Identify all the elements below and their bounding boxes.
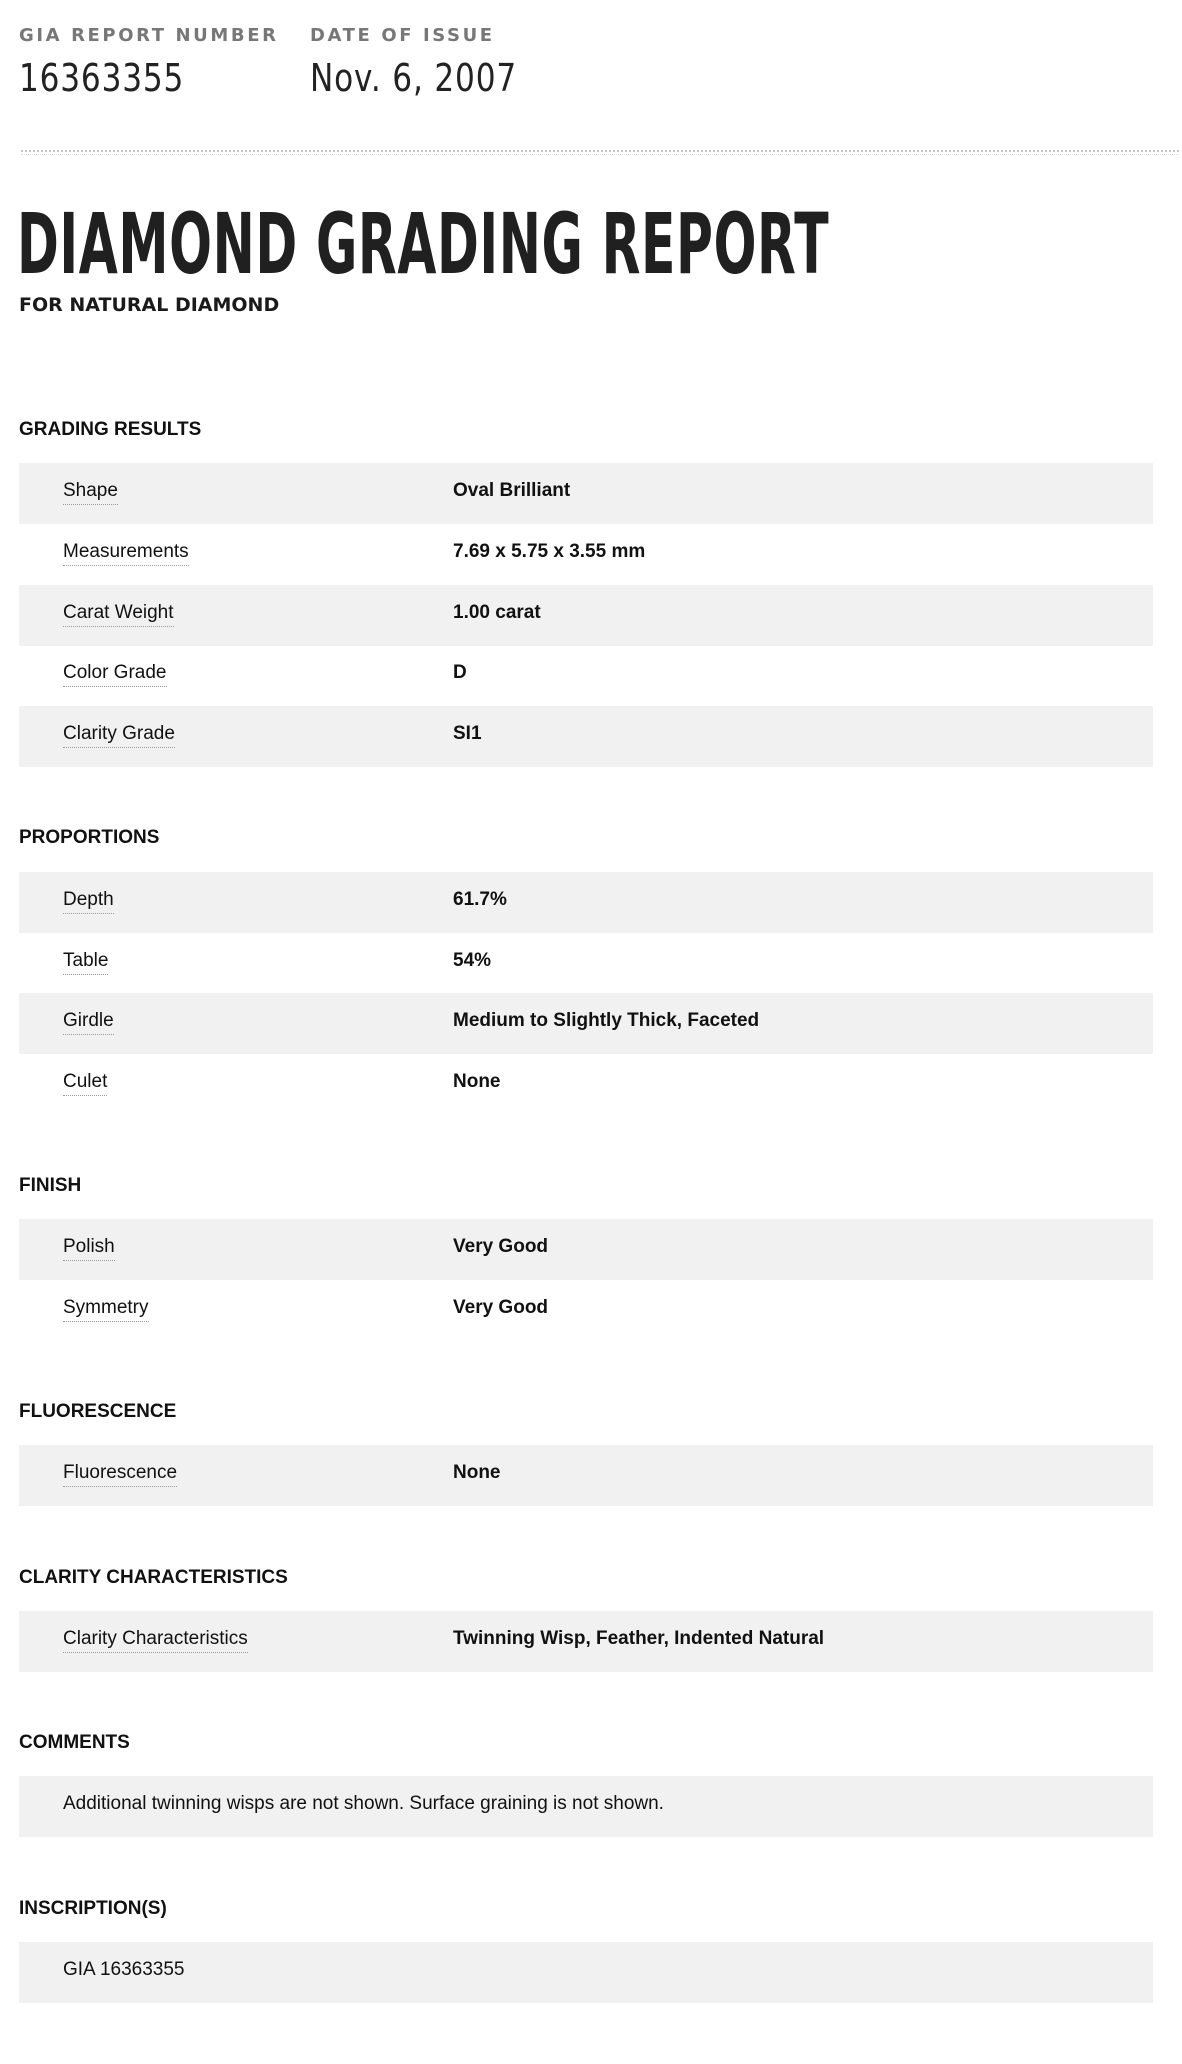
row-label[interactable]: Clarity Grade <box>63 722 175 748</box>
section-title-comments: COMMENTS <box>19 1732 130 1753</box>
table-row <box>19 524 1153 585</box>
date-of-issue-label: DATE OF ISSUE <box>310 25 495 46</box>
report-number-block <box>19 24 310 102</box>
inscription-text: GIA 16363355 <box>63 1959 185 1980</box>
row-value: SI1 <box>453 723 482 744</box>
row-label[interactable]: Clarity Characteristics <box>63 1627 248 1653</box>
section-title-grading-results: GRADING RESULTS <box>19 419 202 440</box>
row-value: 1.00 carat <box>453 602 541 623</box>
row-label[interactable]: Measurements <box>63 540 189 566</box>
comments-text: Additional twinning wisps are not shown. Surface graining is not shown. <box>63 1793 664 1814</box>
row-value: None <box>453 1462 501 1483</box>
date-of-issue: Nov. 6, 2007 <box>310 56 517 100</box>
table-row <box>19 1445 1153 1506</box>
row-value: Very Good <box>453 1297 549 1318</box>
section-title-clarity-characteristics: CLARITY CHARACTERISTICS <box>19 1567 288 1588</box>
row-value: 7.69 x 5.75 x 3.55 mm <box>453 541 646 562</box>
row-label[interactable]: Girdle <box>63 1009 114 1035</box>
comments-row <box>19 1776 1153 1837</box>
table-row <box>19 1219 1153 1280</box>
row-value: D <box>453 662 467 683</box>
report-subtitle: FOR NATURAL DIAMOND <box>19 294 280 316</box>
header-divider-secondary <box>21 154 1179 155</box>
row-value: None <box>453 1071 501 1092</box>
row-value: Oval Brilliant <box>453 480 571 501</box>
table-row <box>19 1054 1153 1115</box>
row-label[interactable]: Culet <box>63 1070 107 1096</box>
table-row <box>19 872 1153 933</box>
row-label[interactable]: Fluorescence <box>63 1461 177 1487</box>
section-title-proportions: PROPORTIONS <box>19 827 160 848</box>
table-row <box>19 585 1153 646</box>
header-divider <box>21 150 1179 152</box>
section-title-finish: FINISH <box>19 1175 82 1196</box>
row-value: Very Good <box>453 1236 549 1257</box>
report-header <box>19 24 601 102</box>
row-label[interactable]: Shape <box>63 479 118 505</box>
table-row <box>19 645 1153 706</box>
row-label[interactable]: Symmetry <box>63 1296 149 1322</box>
inscriptions-row <box>19 1942 1153 2003</box>
table-row <box>19 933 1153 994</box>
row-value: 61.7% <box>453 889 507 910</box>
report-title: DIAMOND GRADING REPORT <box>17 195 830 293</box>
report-number-label: GIA REPORT NUMBER <box>19 25 279 46</box>
table-row <box>19 1280 1153 1341</box>
table-row <box>19 993 1153 1054</box>
row-label[interactable]: Carat Weight <box>63 601 174 627</box>
date-of-issue-block <box>310 24 601 102</box>
section-title-inscriptions: INSCRIPTION(S) <box>19 1898 167 1919</box>
row-label[interactable]: Depth <box>63 888 114 914</box>
table-row <box>19 1611 1153 1672</box>
row-value: Twinning Wisp, Feather, Indented Natural <box>453 1628 825 1649</box>
row-value: Medium to Slightly Thick, Faceted <box>453 1010 760 1031</box>
section-title-fluorescence: FLUORESCENCE <box>19 1401 177 1422</box>
row-label[interactable]: Table <box>63 949 108 975</box>
report-number: 16363355 <box>19 56 185 100</box>
row-label[interactable]: Polish <box>63 1235 115 1261</box>
table-row <box>19 463 1153 524</box>
table-row <box>19 706 1153 767</box>
row-label[interactable]: Color Grade <box>63 661 167 687</box>
row-value: 54% <box>453 950 492 971</box>
